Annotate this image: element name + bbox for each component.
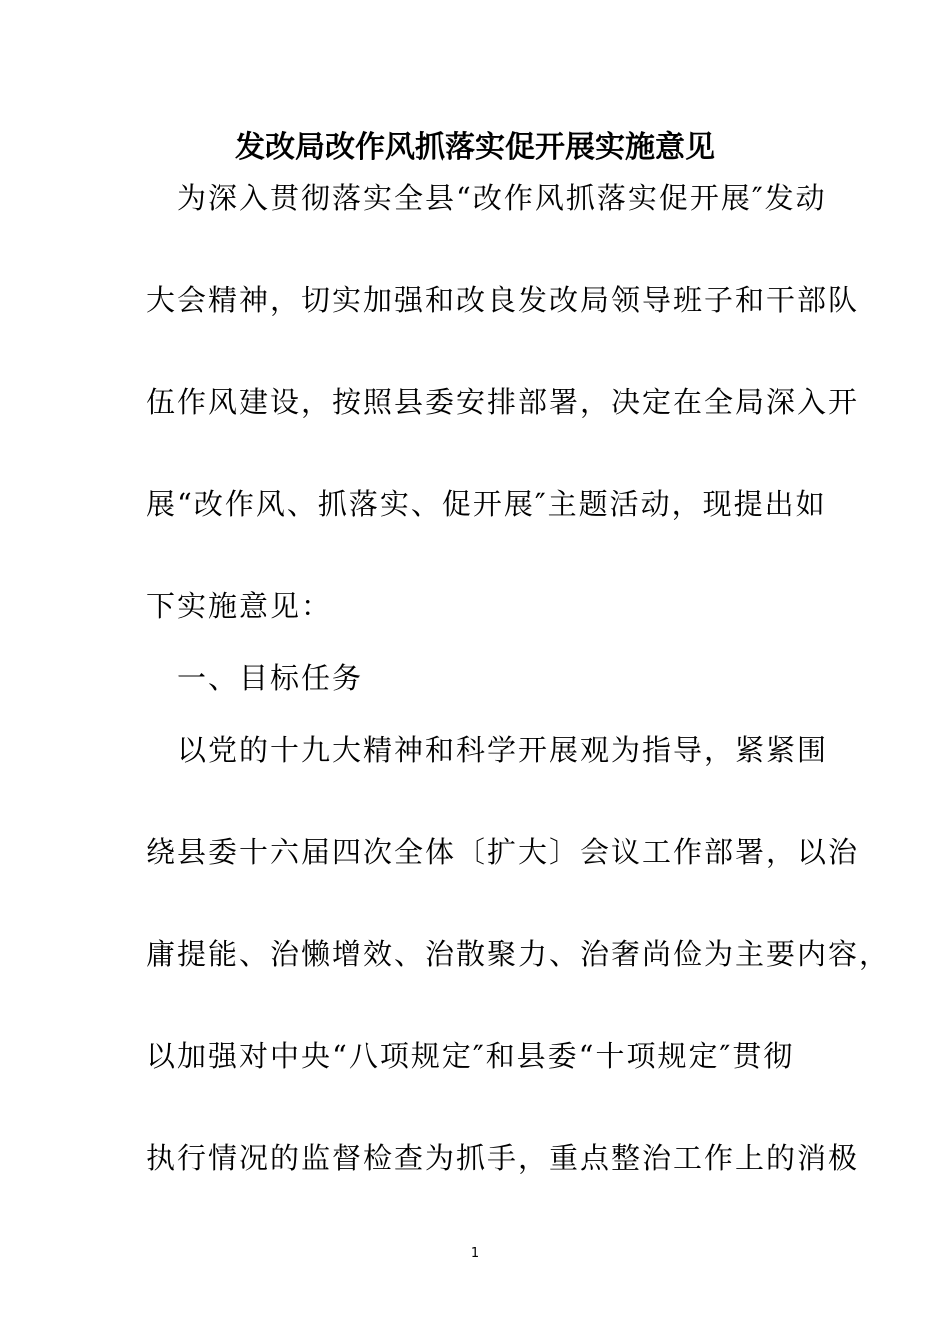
- paragraph-line: 为深入贯彻落实全县“改作风抓落实促开展″发动: [146, 181, 827, 215]
- paragraph-line: 以党的十九大精神和科学开展观为指导，紧紧围: [146, 733, 829, 767]
- page-number: 1: [470, 1246, 480, 1261]
- paragraph-line: 伍作风建设，按照县委安排部署，决定在全局深入开: [146, 385, 860, 419]
- document-title: 发改局改作风抓落实促开展实施意见: [235, 130, 715, 165]
- section-heading: 一、目标任务: [146, 661, 364, 695]
- paragraph-line: 下实施意见：: [146, 589, 333, 623]
- paragraph-line: 执行情况的监督检查为抓手，重点整治工作上的消极: [146, 1141, 860, 1175]
- paragraph-line: 以加强对中央“八项规定″和县委“十项规定″贯彻: [146, 1039, 795, 1073]
- paragraph-line: 绕县委十六届四次全体〔扩大〕会议工作部署，以治: [146, 835, 860, 869]
- paragraph-line: 展“改作风、抓落实、促开展″主题活动，现提出如: [146, 487, 827, 521]
- paragraph-line: 大会精神，切实加强和改良发改局领导班子和干部队: [146, 283, 860, 317]
- paragraph-line: 庸提能、治懒增效、治散聚力、治奢尚俭为主要内容，: [146, 937, 891, 971]
